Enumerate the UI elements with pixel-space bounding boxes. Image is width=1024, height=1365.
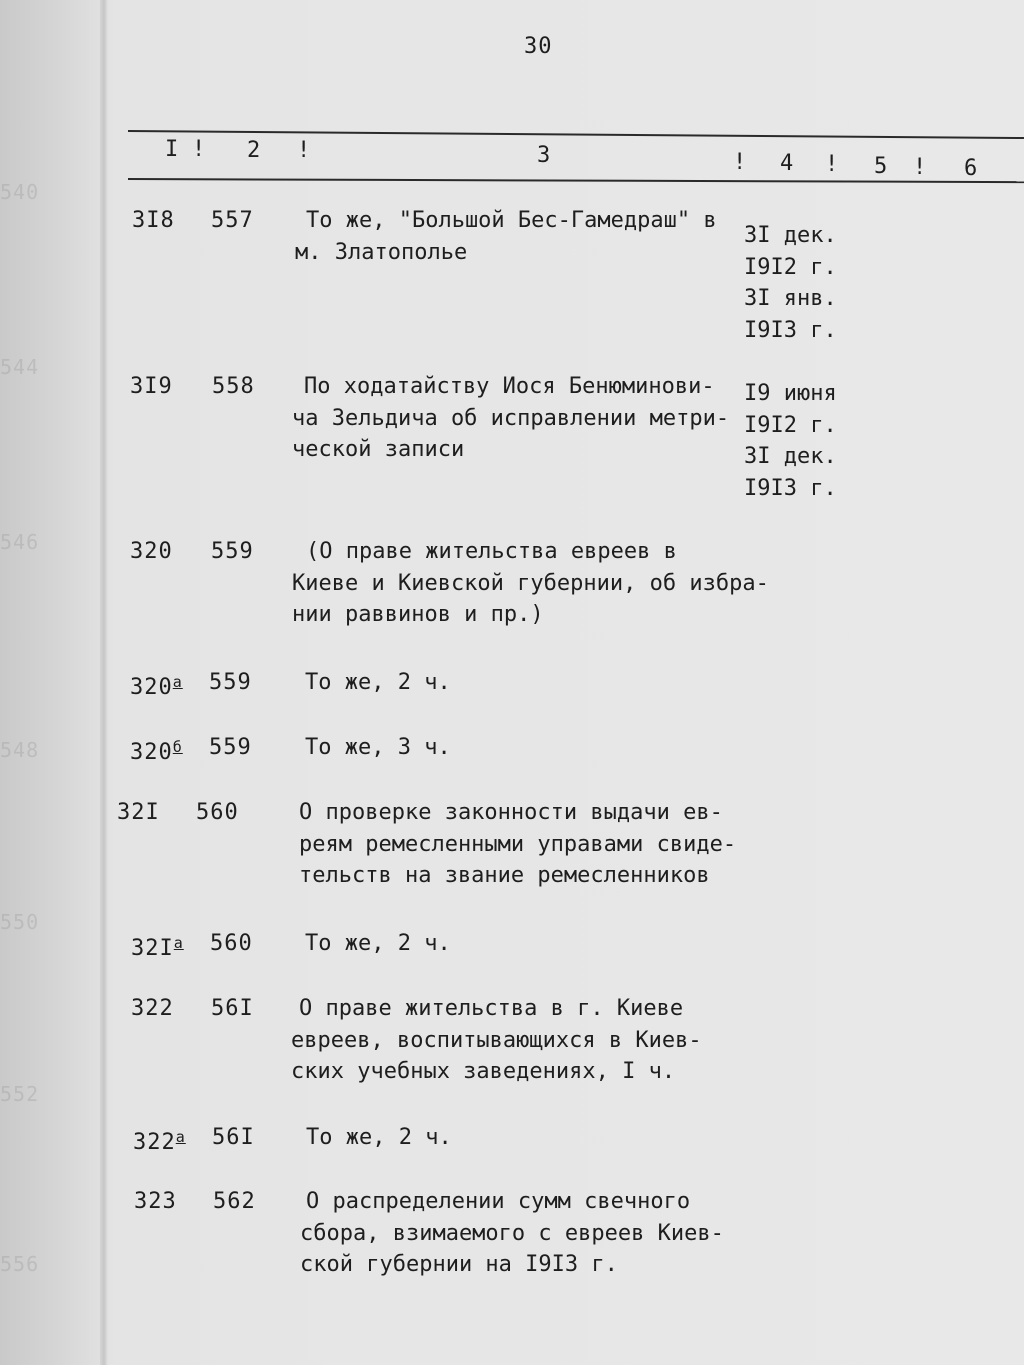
row-number: [130, 536, 173, 568]
row-number: [130, 371, 173, 403]
description-line: То же, "Большой Бес-Гамедраш" в: [306, 208, 717, 233]
row-number-value: 322: [131, 996, 174, 1021]
row-number-suffix: б: [172, 738, 183, 756]
description-line: То же, 2 ч.: [306, 1125, 452, 1150]
description: [305, 732, 451, 764]
bleed-through-mark: 550: [0, 910, 40, 934]
row-number-value: 32I: [131, 936, 174, 961]
row-number-suffix: а: [173, 934, 184, 952]
row-number-value: 323: [134, 1189, 177, 1214]
description: [306, 1122, 452, 1154]
description: [291, 993, 702, 1088]
date-line: 3I янв.: [744, 286, 837, 311]
date-line: 3I дек.: [744, 223, 837, 248]
bleed-through-mark: 548: [0, 738, 40, 762]
file-number: 557: [211, 208, 254, 233]
description-line: тельств на звание ремесленников: [299, 863, 710, 888]
description: [305, 667, 451, 699]
bleed-through-mark: 546: [0, 530, 40, 554]
description-line: евреев, воспитывающихся в Киев-: [291, 1027, 702, 1053]
column-header-4: 4: [780, 151, 794, 176]
row-number: [131, 993, 174, 1025]
file-number: 559: [209, 735, 252, 760]
bleed-through-mark: 552: [0, 1082, 40, 1106]
column-header-5: 5: [874, 154, 888, 179]
date-range: [744, 220, 837, 346]
description-line: ской губернии на I9I3 г.: [300, 1252, 618, 1277]
row-number-value: 320: [130, 675, 173, 700]
row-number-value: 32I: [117, 800, 160, 825]
column-separator: !: [192, 137, 206, 162]
row-number: [130, 667, 183, 704]
description-line: О проверке законности выдачи ев-: [299, 800, 723, 825]
description-line: О праве жительства в г. Киеве: [299, 996, 684, 1021]
row-number-value: 322: [133, 1130, 176, 1155]
book-spine-shadow: [100, 0, 108, 1365]
row-number-suffix: а: [175, 1128, 186, 1146]
row-number: [131, 928, 184, 965]
description-line: ческой записи: [292, 437, 465, 462]
column-header-2: 2: [247, 138, 261, 163]
page-number: 30: [524, 34, 553, 59]
column-separator: !: [913, 155, 927, 180]
description-line: Киеве и Киевской губернии, об избра-: [292, 570, 769, 596]
row-number-suffix: а: [172, 673, 183, 691]
file-number: 56I: [212, 1125, 255, 1150]
file-number: 56I: [211, 996, 254, 1021]
file-number: 560: [196, 800, 239, 825]
description: [305, 928, 451, 960]
bleed-through-mark: 556: [0, 1252, 40, 1276]
description-line: м. Златополье: [295, 239, 468, 265]
row-number: [133, 1122, 186, 1159]
description: [295, 205, 717, 268]
file-number: 559: [209, 670, 252, 695]
date-line: I9I3 г.: [744, 317, 837, 343]
description-line: То же, 2 ч.: [305, 931, 451, 956]
bleed-through-mark: 544: [0, 355, 40, 379]
row-number: [134, 1186, 177, 1218]
date-line: I9 июня: [744, 381, 837, 406]
description: [300, 1186, 724, 1281]
file-number: 559: [211, 539, 254, 564]
column-header-6: 6: [964, 156, 978, 181]
row-number: [130, 732, 183, 769]
description-line: сбора, взимаемого с евреев Киев-: [300, 1220, 724, 1246]
description-line: ских учебных заведениях, I ч.: [291, 1059, 676, 1084]
row-number-value: 3I8: [132, 208, 175, 233]
column-separator: !: [733, 150, 747, 175]
description: [292, 371, 730, 466]
bleed-through-mark: 540: [0, 180, 40, 204]
description-line: (О праве жительства евреев в: [306, 539, 677, 564]
description-line: То же, 3 ч.: [305, 735, 451, 760]
file-number: 560: [210, 931, 253, 956]
description: [299, 797, 736, 892]
description-line: По ходатайству Иося Бенюминови-: [304, 374, 715, 399]
header-top-rule: [128, 130, 1024, 139]
description-line: О распределении сумм свечного: [306, 1189, 691, 1214]
date-line: 3I дек.: [744, 444, 837, 469]
row-number-value: 320: [130, 740, 173, 765]
date-line: I9I2 г.: [744, 254, 837, 280]
row-number: [132, 205, 175, 237]
row-number-value: 320: [130, 539, 173, 564]
date-range: [744, 378, 837, 504]
column-separator: !: [297, 138, 311, 163]
file-number: 562: [213, 1189, 256, 1214]
column-header-1: I: [165, 137, 179, 162]
date-line: I9I3 г.: [744, 475, 837, 501]
description-line: нии раввинов и пр.): [292, 602, 544, 627]
row-number-value: 3I9: [130, 374, 173, 399]
column-header-3: 3: [537, 143, 551, 168]
row-number: [117, 797, 160, 829]
description: [292, 536, 769, 631]
description-line: реям ремесленными управами свиде-: [299, 831, 737, 857]
description-line: То же, 2 ч.: [305, 670, 451, 695]
header-bottom-rule: [128, 178, 1024, 183]
file-number: 558: [212, 374, 255, 399]
date-line: I9I2 г.: [744, 412, 837, 438]
description-line: ча Зельдича об исправлении метри-: [292, 405, 730, 431]
column-separator: !: [825, 152, 839, 177]
